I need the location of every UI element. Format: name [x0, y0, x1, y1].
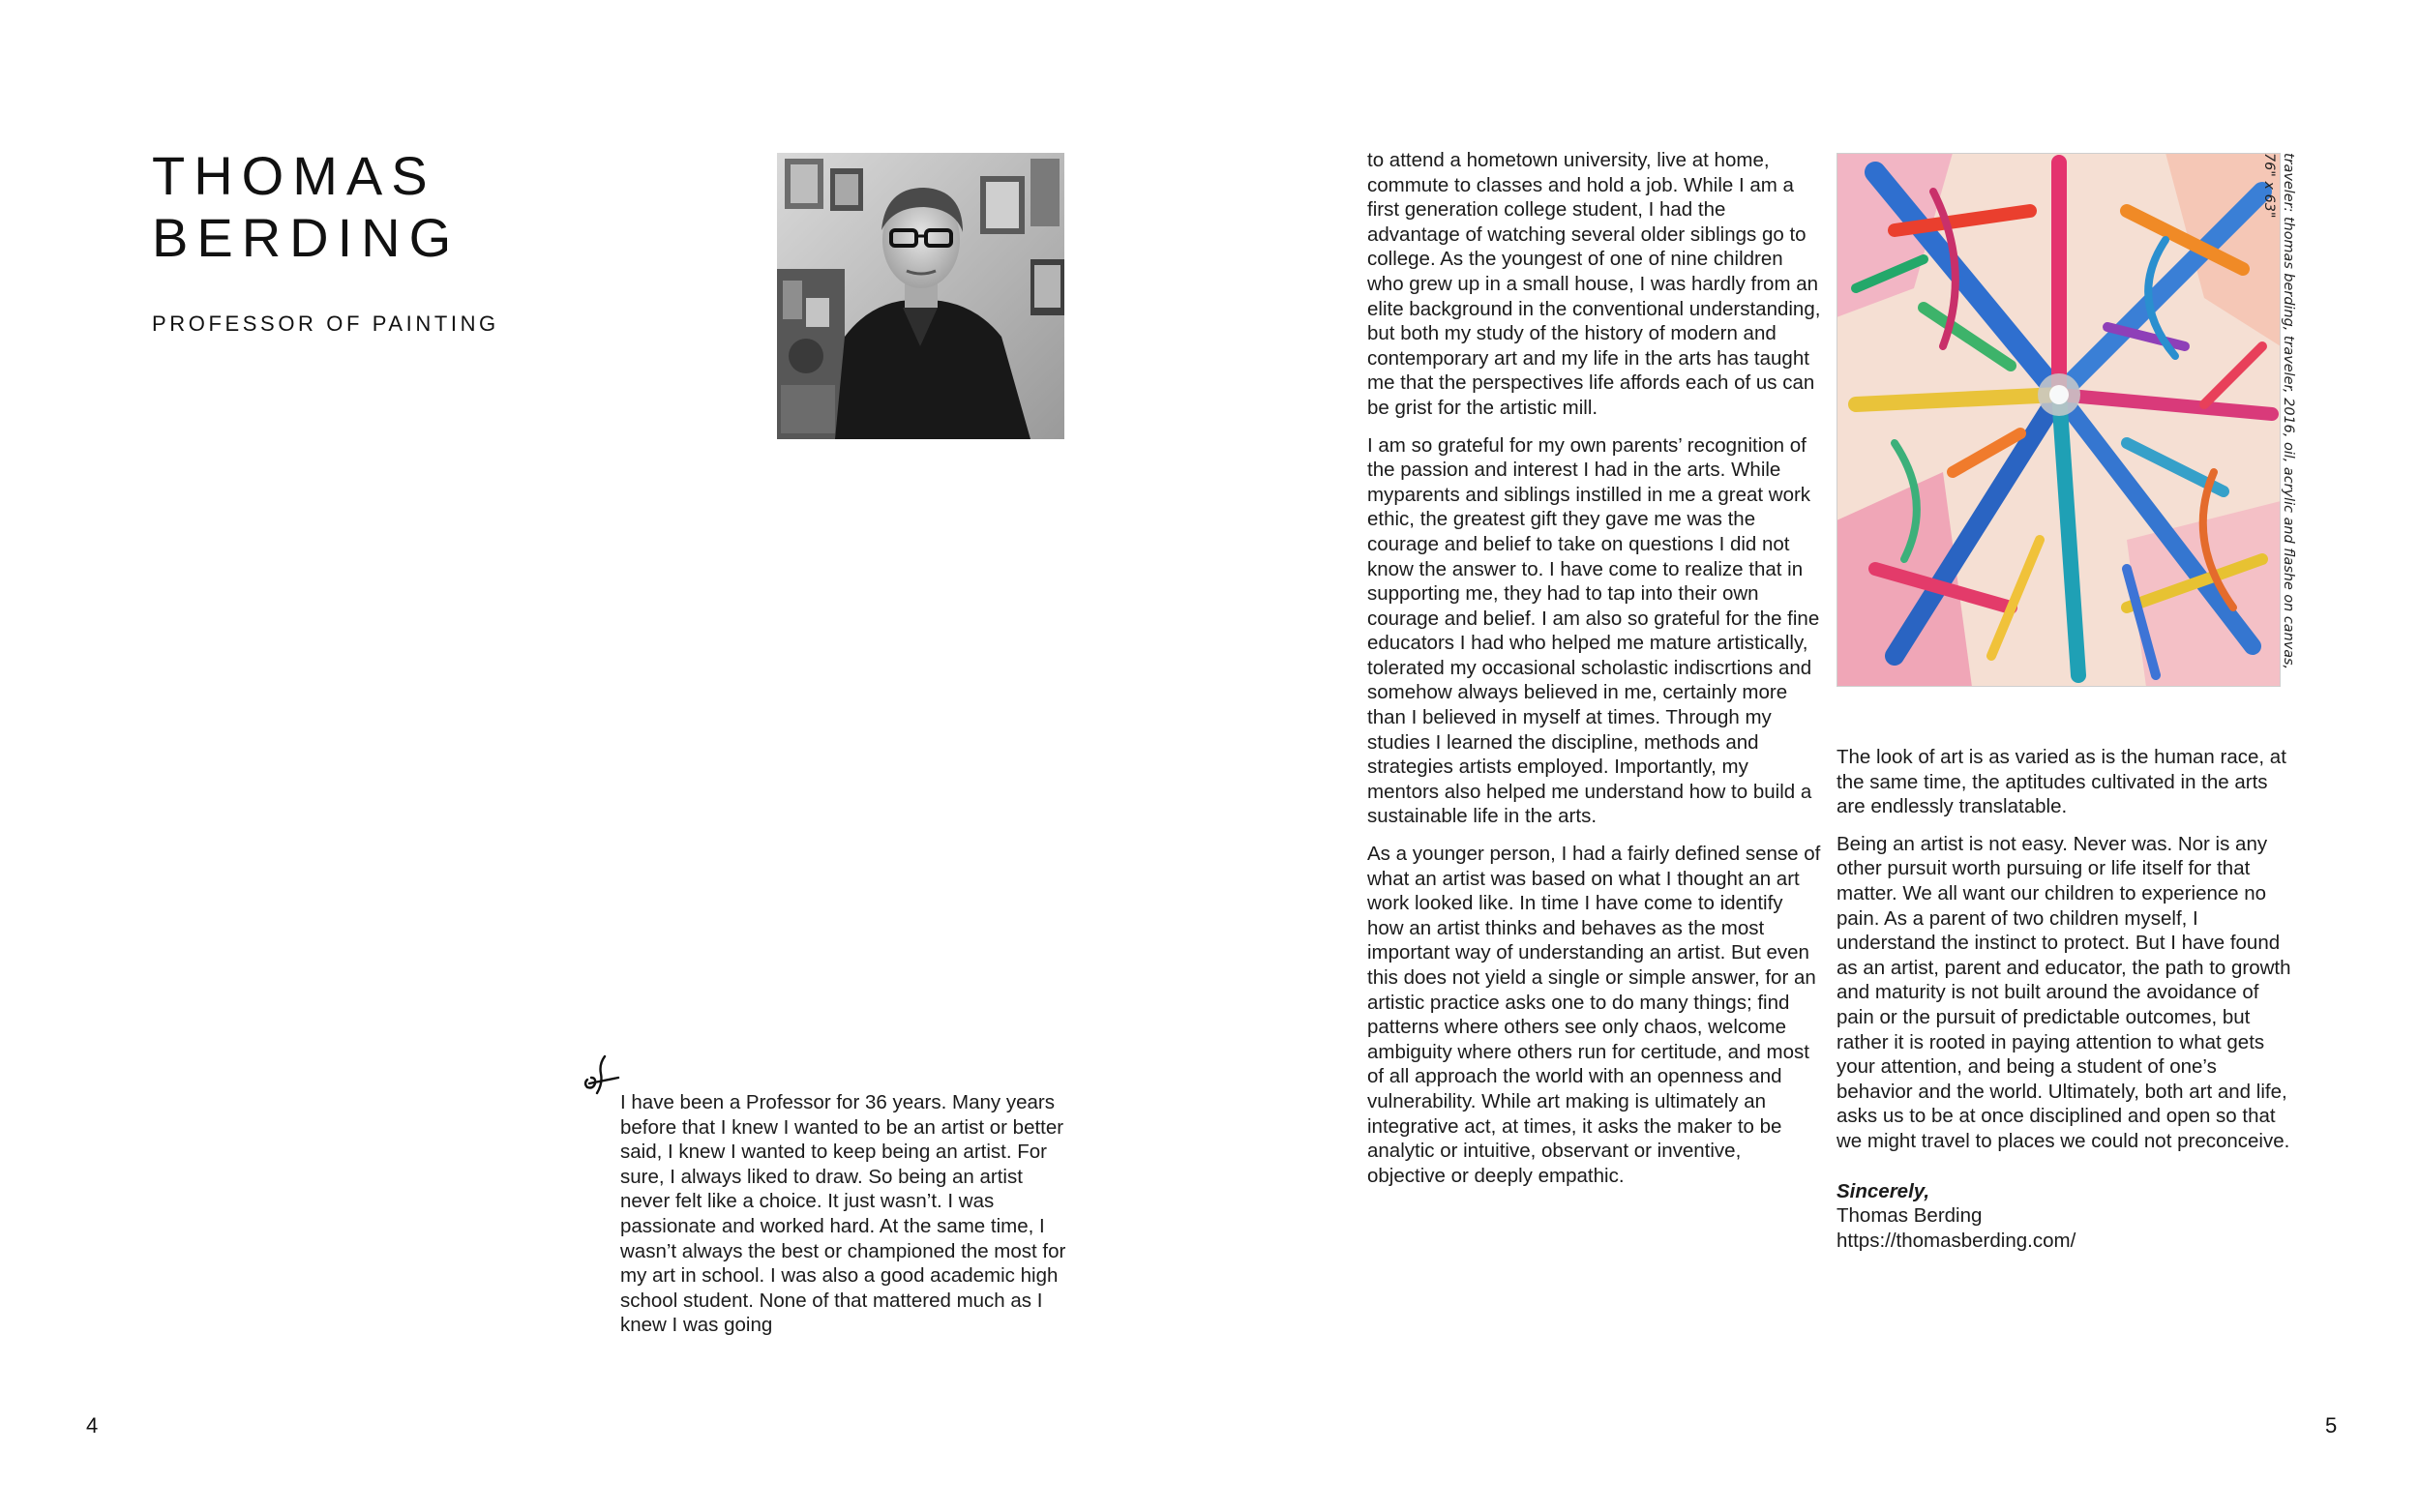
paragraph: I have been a Professor for 36 years. Many years before that I knew I wanted to be an artist or better said, I knew I wanted to keep being an artist. For sure, I always liked to draw. So being an artist never felt like a choice. It just wasn’t. I was passionate and worked hard. At the same time, I wasn’t always the best or championed the most for my art in school. I was also a good academic high school student. None of that mattered much as I knew I was going — [620, 1091, 1066, 1337]
author-position: PROFESSOR OF PAINTING — [152, 311, 499, 336]
author-name — [152, 145, 460, 269]
signature-name: Thomas Berding — [1837, 1204, 1983, 1228]
body-column-2 — [1367, 148, 1822, 1188]
portrait-photo — [777, 153, 1064, 439]
signature-block — [1837, 1179, 2291, 1254]
paragraph: to attend a hometown university, live at home, commute to classes and hold a job. While I am a first generation college student, I had the advantage of watching several older siblings go to college. As the youngest of one of nine children who grew up in a small house, I was hardly from an elite background in the conventional understanding, but both my study of the history of modern and contemporary art and my life in the arts has taught me that the perspectives life affords each of us can be grist for the artistic mill. — [1367, 149, 1821, 419]
paragraph: I am so grateful for my own parents’ recognition of the passion and interest I had in the arts. While myparents and siblings instilled in me a great work ethic, the greatest gift they gave me was the courage and belief to take on questions I did not know the answer to. I have come to realize that in supporting me, they had to tap into their own courage and belief. I am also so grateful for the fine educators I had who helped me mature artistically, tolerated my occasional scholastic indiscrtions and somehow always believed in me, certainly more than I believed in myself at times. Through my studies I learned the discipline, methods and strategies artists employed. Importantly, my mentors also helped me understand how to build a sustainable life in the arts. — [1367, 433, 1820, 828]
page-number-right: 5 — [2325, 1413, 2338, 1438]
sign-off: Sincerely, — [1837, 1179, 1930, 1202]
website-link[interactable]: https://thomasberding.com/ — [1837, 1229, 2076, 1252]
artwork-caption: traveler: thomas berding, traveler, 2016, oil, acrylic and flashe on canvas, 76" x 63" — [2261, 153, 2296, 670]
paragraph: Being an artist is not easy. Never was. Nor is any other pursuit worth pursuing or life itself for that matter. We all want our children to experience no pain. As a parent of two children myself, I understand the instinct to protect. But I have found as an artist, parent and educator, the path to growth and maturity is not built around the avoidance of pain or the pursuit of predictable outcomes, but rather it is rooted in paying attention to what gets your attention, and being a student of one’s behavior and the world. Ultimately, both art and life, asks us to be at once disciplined and open so that we might travel to places we could not preconceive. — [1837, 832, 2291, 1152]
flourish-icon — [582, 1054, 624, 1097]
author-name-line1: THOMAS — [152, 145, 436, 206]
author-name-line2: BERDING — [152, 207, 461, 268]
abstract-painting — [1837, 153, 2281, 687]
body-column-3 — [1837, 745, 2291, 1253]
paragraph: As a younger person, I had a fairly defined sense of what an artist was based on what I thought an art work looked like. In time I have come to identify how an artist thinks and behaves as the most important way of understanding an artist. But even this does not yield a single or simple answer, for an artistic practice asks one to do many things; find patterns where others see only chaos, welcome ambiguity where others run for certitude, and most of all approach the world with an openness and vulnerability. While art making is ultimately an integrative act, at times, it asks the maker to be analytic or intuitive, observant or inventive, objective or deeply empathic. — [1367, 843, 1821, 1187]
body-column-1 — [620, 1090, 1075, 1338]
paragraph: The look of art is as varied as is the human race, at the same time, the aptitudes cultivated in the arts are endlessly translatable. — [1837, 746, 2286, 818]
page-number-left: 4 — [86, 1413, 99, 1438]
